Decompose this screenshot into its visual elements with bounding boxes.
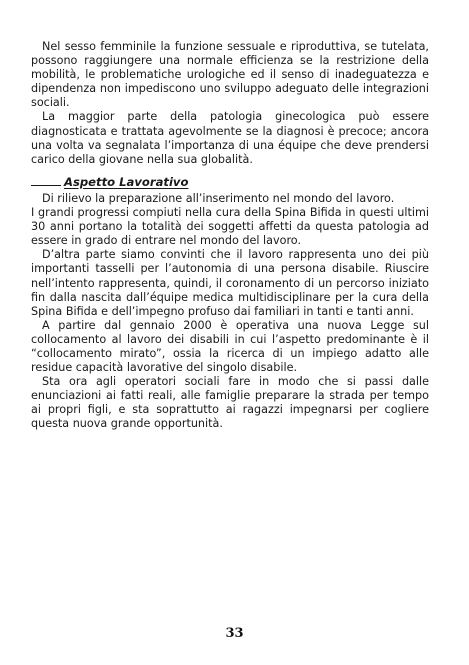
section-heading — [31, 175, 429, 189]
paragraph-new-law: A partire dal gennaio 2000 è operativa una nuova Legge sul collocamento al lavoro dei disabili in cui l’aspetto predominante è il “collocamento mirato”, ossia la ricerca di un impiego adatto alle residue capacità lavorative del singolo disabile. — [31, 318, 429, 375]
paragraph-social-workers: Sta ora agli operatori sociali fare in modo che si passi dalle enunciazioni ai fatti reali, alle famiglie preparare la strada per tempo ai propri figli, e sta soprattutto ai ragazzi impegnarsi per cogliere questa nuova grande opportunità. — [31, 375, 429, 431]
page-number: 33 — [225, 626, 244, 641]
page-body — [31, 40, 429, 432]
paragraph-autonomy: D’altra parte siamo convinti che il lavoro rappresenta uno dei più importanti tasselli per l’autonomia di una persona disabile. Riuscire nell’intento rappresenta, quindi, il coronamento di un percorso iniziato fin dalla nascita dall’équipe medica multidisciplinare per la cura della Spina Bifida e dell’impegno profuso dai familiari in tanti e tanti anni. — [31, 248, 429, 318]
heading-rule — [31, 185, 61, 186]
paragraph-progress: I grandi progressi compiuti nella cura della Spina Bifida in questi ultimi 30 anni portano la totalità dei soggetti affetti da questa patologia ad essere in grado di entrare nel mondo del lavoro. — [31, 206, 429, 248]
paragraph-gynecological-pathology: La maggior parte della patologia ginecologica può essere diagnosticata e trattata agevolmente se la diagnosi è precoce; ancora una volta va segnalata l’importanza di una équipe che deve prendersi carico della giovane nella sua globalità. — [31, 110, 429, 166]
paragraph-female-function: Nel sesso femminile la funzione sessuale e riproduttiva, se tutelata, possono raggiungere una normale efficienza se la restrizione della mobilità, le problematiche urologiche ed il senso di inadeguatezza e dipendenza non impediscono uno sviluppo adeguato delle integrazioni sociali. — [31, 40, 429, 110]
paragraph-work-preparation: Di rilievo la preparazione all’inserimento nel mondo del lavoro. — [42, 191, 395, 205]
section-heading-text: Aspetto Lavorativo — [64, 174, 189, 189]
